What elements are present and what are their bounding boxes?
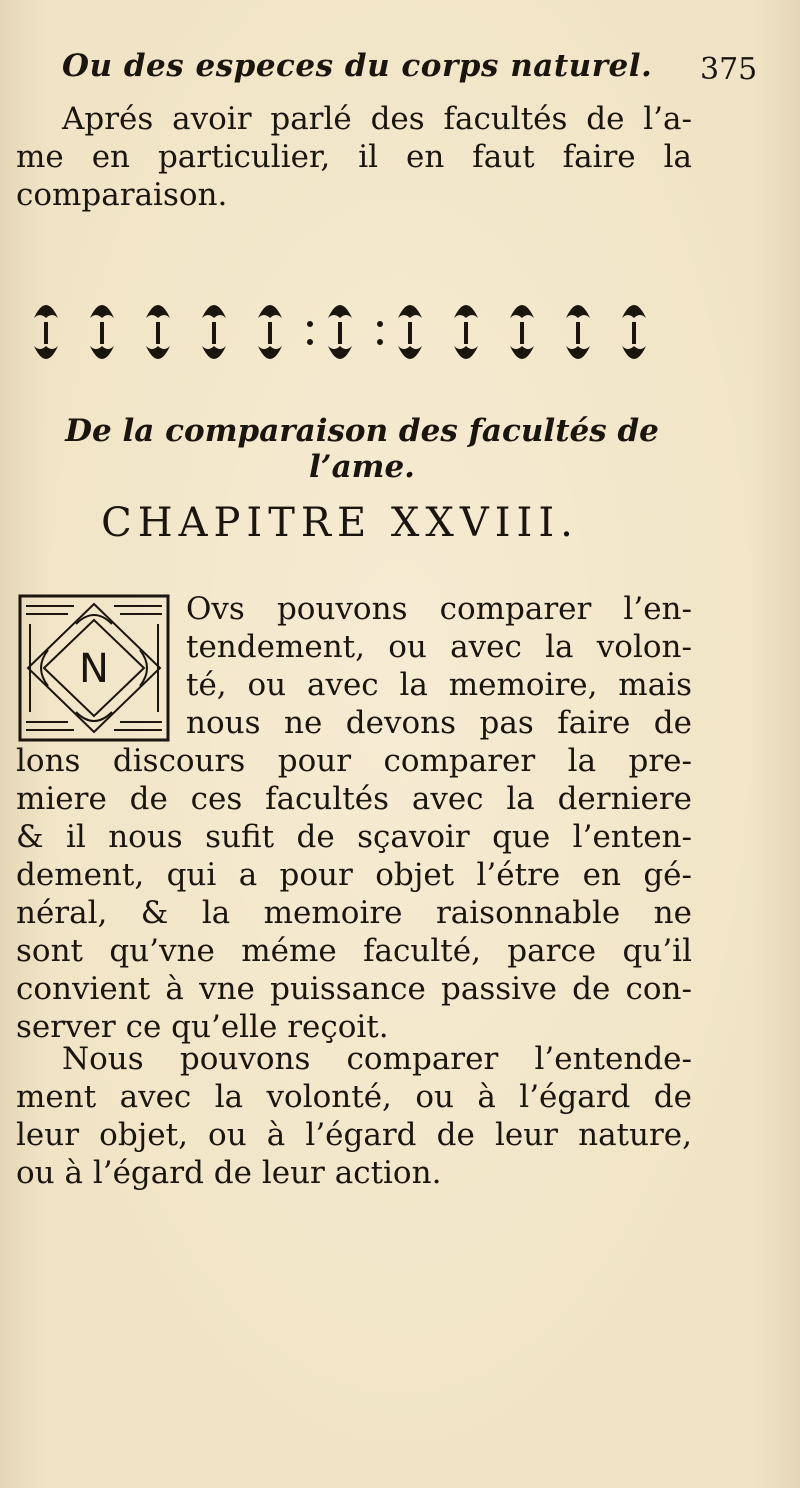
text-line: té, ou avec la memoire, mais: [186, 667, 692, 703]
text-line: dement, qui a pour objet l’étre en gé-: [16, 857, 692, 893]
text-line: comparaison.: [16, 177, 228, 213]
text-line: Ovs pouvons comparer l’en-: [186, 591, 692, 627]
text-line: Nous pouvons comparer l’entende-: [62, 1041, 692, 1077]
second-paragraph: [16, 1040, 692, 1192]
fleuron-icon: [34, 305, 58, 359]
fleuron-icon: [146, 305, 170, 359]
text-line: Aprés avoir parlé des facultés de l’a-: [62, 101, 692, 137]
dropcap-letter: N: [79, 646, 109, 692]
fleuron-icon: [398, 305, 422, 359]
text-line: & il nous sufit de sçavoir que l’enten-: [16, 819, 692, 855]
fleuron-icon: [202, 305, 226, 359]
text-line: me en particulier, il en faut faire la: [16, 139, 692, 175]
text-line: ou à l’égard de leur action.: [16, 1155, 442, 1191]
text-line: lons discours pour comparer la pre-: [16, 743, 692, 779]
fleuron-icon: [622, 305, 646, 359]
page-number: 375: [700, 52, 758, 87]
text-line: néral, & la memoire raisonnable ne: [16, 895, 692, 931]
fleuron-icon: [566, 305, 590, 359]
chapter-subtitle: De la comparaison des facultés de l’ame.: [65, 413, 659, 485]
fleuron-icon: [328, 305, 352, 359]
fleuron-icon: [90, 305, 114, 359]
chapter-heading: CHAPITRE XXVIII.: [101, 500, 579, 546]
text-line: leur objet, ou à l’égard de leur nature,: [16, 1117, 692, 1153]
main-paragraph-opening: [186, 590, 692, 742]
main-paragraph-body: [16, 742, 692, 1046]
text-line: convient à vne puissance passive de con-: [16, 971, 692, 1007]
fleuron-icon: [258, 305, 282, 359]
text-line: tendement, ou avec la volon-: [186, 629, 692, 665]
text-line: sont qu’vne méme faculté, parce qu’il: [16, 933, 692, 969]
running-title: Ou des especes du corps naturel.: [62, 48, 653, 84]
intro-paragraph: [16, 100, 692, 214]
text-line: nous ne devons pas faire de: [186, 705, 692, 741]
fleuron-band-ornament: [24, 288, 694, 378]
decorated-initial-N: [18, 594, 170, 742]
fleuron-icon: [454, 305, 478, 359]
text-line: server ce qu’elle reçoit.: [16, 1009, 389, 1045]
text-line: ment avec la volonté, ou à l’égard de: [16, 1079, 692, 1115]
fleuron-icon: [510, 305, 534, 359]
text-line: miere de ces facultés avec la derniere: [16, 781, 692, 817]
